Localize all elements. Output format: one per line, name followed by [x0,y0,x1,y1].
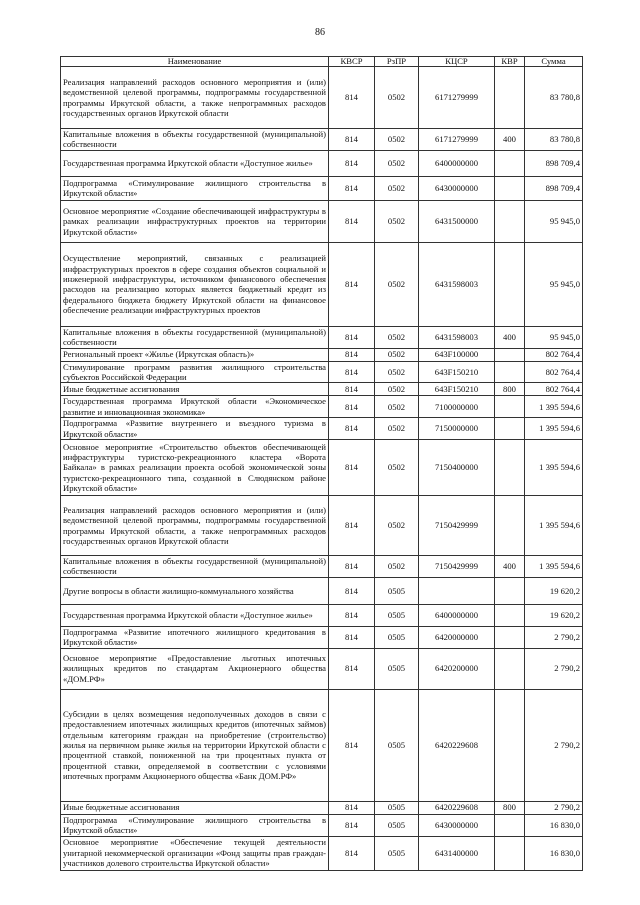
cell-kcsr: 6430000000 [419,814,495,836]
cell-rzpr: 0505 [375,814,419,836]
cell-name: Капитальные вложения в объекты государственной (муниципальной) собственности [61,326,329,348]
table-row [61,129,583,151]
cell-kcsr: 7150429999 [419,496,495,556]
cell-kvr [495,418,525,440]
cell-kvr [495,176,525,200]
cell-kvr [495,496,525,556]
cell-name: Другие вопросы в области жилищно-коммунального хозяйства [61,577,329,604]
cell-sum: 19 620,2 [525,604,583,626]
cell-sum: 2 790,2 [525,801,583,814]
cell-name: Основное мероприятие «Предоставление льготных ипотечных жилищных кредитов по стандартам Акционерного общества «ДОМ.РФ» [61,648,329,689]
cell-rzpr: 0502 [375,200,419,242]
cell-kcsr: 6420229608 [419,689,495,801]
header-kcsr: КЦСР [419,57,495,67]
budget-table [60,56,583,871]
table-row [61,577,583,604]
cell-sum: 83 780,8 [525,67,583,129]
cell-name: Иные бюджетные ассигнования [61,801,329,814]
cell-kvsr: 814 [329,496,375,556]
cell-name: Основное мероприятие «Строительство объектов обеспечивающей инфраструктуры туристско-рекреационного кластера «Ворота Байкала» в рамках реализации проекта особой экономической зоны туристско-рекреационного типа, созданной в Слюдянском районе Иркутской области» [61,440,329,496]
table-row [61,67,583,129]
cell-kvsr: 814 [329,626,375,648]
table-row [61,242,583,326]
table-header-row [61,57,583,67]
cell-kvr [495,200,525,242]
cell-kvr [495,440,525,496]
cell-name: Региональный проект «Жилье (Иркутская область)» [61,348,329,361]
cell-name: Субсидии в целях возмещения недополученных доходов в связи с предоставлением ипотечных жилищных кредитов (ипотечных займов) отдельным категориям граждан на приобретение (строительство) жилья на первичном рынке жилья на территории Иркутской области с процентной ставкой, пониженной на три процентных пункта от процентной ставки, определяемой в соответствии с условиями ипотечных программ Акционерного общества «Банк ДОМ.РФ» [61,689,329,801]
cell-kvsr: 814 [329,556,375,578]
cell-kvsr: 814 [329,648,375,689]
cell-name: Государственная программа Иркутской области «Доступное жилье» [61,150,329,176]
cell-kvsr: 814 [329,150,375,176]
cell-name: Иные бюджетные ассигнования [61,383,329,396]
table-row [61,814,583,836]
cell-kcsr: 6431400000 [419,836,495,870]
cell-kvr [495,836,525,870]
cell-name: Капитальные вложения в объекты государственной (муниципальной) собственности [61,129,329,151]
cell-sum: 95 945,0 [525,326,583,348]
cell-name: Государственная программа Иркутской области «Экономическое развитие и инновационная экономика» [61,396,329,418]
cell-name: Основное мероприятие «Создание обеспечивающей инфраструктуры в рамках реализации инфраструктурных проектов на территории Иркутской области» [61,200,329,242]
cell-rzpr: 0505 [375,689,419,801]
cell-sum: 1 395 594,6 [525,396,583,418]
cell-kvsr: 814 [329,348,375,361]
cell-kvsr: 814 [329,604,375,626]
cell-kcsr: 7100000000 [419,396,495,418]
cell-name: Стимулирование программ развития жилищного строительства субъектов Российской Федерации [61,361,329,383]
table-row [61,326,583,348]
cell-rzpr: 0502 [375,150,419,176]
cell-name: Подпрограмма «Развитие внутреннего и въездного туризма в Иркутской области» [61,418,329,440]
cell-kvsr: 814 [329,67,375,129]
cell-kcsr: 6431598003 [419,242,495,326]
cell-rzpr: 0505 [375,836,419,870]
cell-rzpr: 0502 [375,396,419,418]
cell-kcsr: 6431598003 [419,326,495,348]
cell-sum: 802 764,4 [525,361,583,383]
cell-rzpr: 0502 [375,326,419,348]
cell-rzpr: 0505 [375,604,419,626]
cell-kvr: 400 [495,326,525,348]
cell-kcsr: 6400000000 [419,604,495,626]
header-kvsr: КВСР [329,57,375,67]
cell-kvsr: 814 [329,200,375,242]
table-row [61,689,583,801]
table-row [61,418,583,440]
cell-sum: 1 395 594,6 [525,556,583,578]
table-row [61,361,583,383]
header-name: Наименование [61,57,329,67]
cell-rzpr: 0505 [375,648,419,689]
cell-kcsr: 6400000000 [419,150,495,176]
cell-kvsr: 814 [329,129,375,151]
cell-rzpr: 0502 [375,348,419,361]
cell-name: Реализация направлений расходов основного мероприятия и (или) ведомственной целевой программы, подпрограммы государственной программы Иркутской области, а также непрограммных расходов государственных органов Иркутской области [61,67,329,129]
table-row [61,176,583,200]
cell-sum: 1 395 594,6 [525,440,583,496]
cell-rzpr: 0502 [375,418,419,440]
cell-kcsr: 643F150210 [419,361,495,383]
cell-rzpr: 0502 [375,242,419,326]
cell-sum: 898 709,4 [525,176,583,200]
cell-kvsr: 814 [329,814,375,836]
cell-rzpr: 0505 [375,801,419,814]
cell-kvr [495,689,525,801]
cell-kvsr: 814 [329,418,375,440]
table-row [61,556,583,578]
table-row [61,150,583,176]
cell-kvr [495,626,525,648]
page-number: 86 [315,27,325,38]
cell-kvsr: 814 [329,396,375,418]
cell-kvr [495,150,525,176]
table-row [61,604,583,626]
cell-kvr [495,242,525,326]
header-kvr: КВР [495,57,525,67]
cell-rzpr: 0505 [375,626,419,648]
table-row [61,396,583,418]
cell-name: Осуществление мероприятий, связанных с реализацией инфраструктурных проектов в сфере создания объектов социальной и инженерной инфраструктуры, источником финансового обеспечения расходов на реализацию которых является бюджетный кредит из федерального бюджета бюджету Иркутской области на финансовое обеспечение реализации инфраструктурных проектов [61,242,329,326]
cell-sum: 19 620,2 [525,577,583,604]
cell-kvr [495,604,525,626]
cell-kcsr: 6420229608 [419,801,495,814]
cell-sum: 95 945,0 [525,242,583,326]
cell-kvsr: 814 [329,383,375,396]
cell-sum: 83 780,8 [525,129,583,151]
table-row [61,836,583,870]
cell-sum: 2 790,2 [525,626,583,648]
cell-sum: 2 790,2 [525,689,583,801]
cell-name: Основное мероприятие «Обеспечение текущей деятельности унитарной некоммерческой организации «Фонд защиты прав граждан-участников долевого строительства Иркутской области» [61,836,329,870]
table-row [61,801,583,814]
cell-kvr [495,396,525,418]
cell-name: Подпрограмма «Развитие ипотечного жилищного кредитования в Иркутской области» [61,626,329,648]
cell-sum: 2 790,2 [525,648,583,689]
cell-kcsr [419,577,495,604]
cell-kvr [495,814,525,836]
cell-rzpr: 0502 [375,496,419,556]
table-row [61,383,583,396]
cell-kcsr: 643F100000 [419,348,495,361]
cell-rzpr: 0502 [375,129,419,151]
table-row [61,626,583,648]
cell-kvsr: 814 [329,326,375,348]
cell-kvsr: 814 [329,361,375,383]
cell-kvsr: 814 [329,440,375,496]
cell-kvsr: 814 [329,689,375,801]
cell-kvr: 800 [495,801,525,814]
cell-kcsr: 7150000000 [419,418,495,440]
table-row [61,440,583,496]
cell-sum: 95 945,0 [525,200,583,242]
cell-rzpr: 0502 [375,383,419,396]
cell-kvr: 800 [495,383,525,396]
cell-rzpr: 0502 [375,556,419,578]
cell-kcsr: 6431500000 [419,200,495,242]
cell-kcsr: 6171279999 [419,129,495,151]
cell-kvr: 400 [495,556,525,578]
cell-sum: 898 709,4 [525,150,583,176]
table-row [61,648,583,689]
cell-sum: 802 764,4 [525,348,583,361]
cell-rzpr: 0502 [375,176,419,200]
cell-name: Государственная программа Иркутской области «Доступное жилье» [61,604,329,626]
cell-sum: 1 395 594,6 [525,496,583,556]
cell-sum: 16 830,0 [525,814,583,836]
cell-sum: 802 764,4 [525,383,583,396]
cell-kvr [495,648,525,689]
cell-kvsr: 814 [329,176,375,200]
cell-kvr [495,348,525,361]
cell-kvsr: 814 [329,836,375,870]
cell-kcsr: 6420000000 [419,626,495,648]
table-row [61,200,583,242]
cell-name: Капитальные вложения в объекты государственной (муниципальной) собственности [61,556,329,578]
cell-rzpr: 0505 [375,577,419,604]
table-row [61,496,583,556]
cell-kcsr: 6420200000 [419,648,495,689]
cell-kvr [495,577,525,604]
cell-sum: 1 395 594,6 [525,418,583,440]
cell-kvsr: 814 [329,801,375,814]
header-sum: Сумма [525,57,583,67]
table-row [61,348,583,361]
cell-name: Реализация направлений расходов основного мероприятия и (или) ведомственной целевой программы, подпрограммы государственной программы Иркутской области, а также непрограммных расходов государственных органов Иркутской области [61,496,329,556]
cell-kvr [495,67,525,129]
cell-name: Подпрограмма «Стимулирование жилищного строительства в Иркутской области» [61,176,329,200]
cell-kvsr: 814 [329,242,375,326]
cell-kvsr: 814 [329,577,375,604]
cell-kcsr: 6430000000 [419,176,495,200]
cell-sum: 16 830,0 [525,836,583,870]
cell-kvr [495,361,525,383]
cell-kcsr: 643F150210 [419,383,495,396]
cell-rzpr: 0502 [375,440,419,496]
cell-kcsr: 7150400000 [419,440,495,496]
cell-kcsr: 6171279999 [419,67,495,129]
header-rzpr: РзПР [375,57,419,67]
cell-kvr: 400 [495,129,525,151]
cell-kcsr: 7150429999 [419,556,495,578]
cell-rzpr: 0502 [375,361,419,383]
cell-rzpr: 0502 [375,67,419,129]
cell-name: Подпрограмма «Стимулирование жилищного строительства в Иркутской области» [61,814,329,836]
